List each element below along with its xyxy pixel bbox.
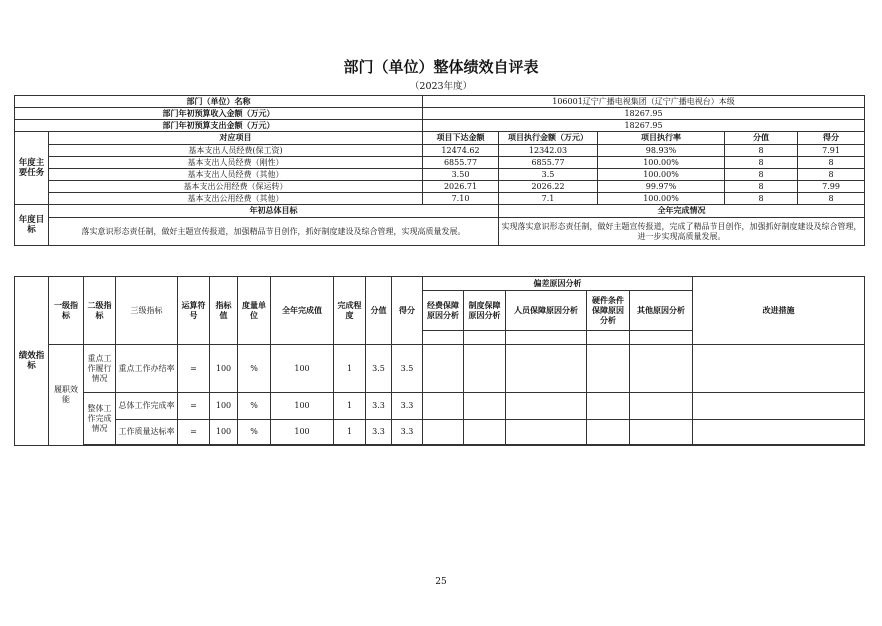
indicator-degree: 1	[334, 393, 366, 420]
indicator-actual: 100	[271, 345, 334, 393]
summary-table	[14, 95, 865, 246]
indicator-score-value: 3.5	[366, 345, 392, 393]
task-score: 8	[798, 169, 865, 181]
task-score: 8	[798, 193, 865, 205]
task-rate: 98.93%	[598, 145, 725, 157]
indicator-degree: 1	[334, 420, 366, 445]
task-row	[15, 145, 865, 157]
tasks-header-executed: 项目执行金额（万元）	[499, 132, 598, 145]
task-score-value: 8	[725, 157, 798, 169]
indicator-level1: 履职效能	[49, 345, 84, 446]
task-rate: 99.97%	[598, 181, 725, 193]
task-name: 基本支出公用经费（其他）	[49, 193, 423, 205]
goals-completion-text: 实现落实意识形态责任制，做好主题宣传报道，完成了精品节目创作，加强抓好制度建设及综合管理，进一步实现高质量发展。	[499, 218, 865, 246]
task-name: 基本支出人员经费（其他）	[49, 169, 423, 181]
header-improvement: 改进措施	[693, 277, 865, 345]
indicator-target: 100	[210, 393, 238, 420]
indicator-level2: 整体工作完成情况	[84, 393, 116, 445]
indicator-score: 3.3	[392, 393, 423, 420]
indicator-unit: %	[238, 393, 271, 420]
indicator-score-value: 3.3	[366, 420, 392, 445]
task-executed: 7.1	[499, 193, 598, 205]
indicator-operator: =	[178, 393, 210, 420]
goals-initial-header: 年初总体目标	[49, 205, 499, 218]
indicator-target: 100	[210, 420, 238, 445]
task-executed: 6855.77	[499, 157, 598, 169]
header-unit: 度量单位	[238, 277, 271, 345]
task-score: 7.91	[798, 145, 865, 157]
budget-income-label: 部门年初预算收入金额（万元）	[15, 108, 423, 120]
header-actual: 全年完成值	[271, 277, 334, 345]
task-score-value: 8	[725, 169, 798, 181]
task-score: 7.99	[798, 181, 865, 193]
task-issued: 7.10	[423, 193, 499, 205]
task-row	[15, 193, 865, 205]
goals-completion-header: 全年完成情况	[499, 205, 865, 218]
task-rate: 100.00%	[598, 157, 725, 169]
page-title: 部门（单位）整体绩效自评表	[343, 58, 539, 76]
header-score-value: 分值	[366, 277, 392, 345]
indicator-level3: 工作质量达标率	[116, 420, 178, 445]
task-issued: 6855.77	[423, 157, 499, 169]
budget-expense-value: 18267.95	[423, 120, 865, 132]
tasks-side-label: 年度主要任务	[15, 132, 49, 205]
task-score: 8	[798, 157, 865, 169]
indicator-score: 3.5	[392, 345, 423, 393]
task-score-value: 8	[725, 193, 798, 205]
header-dev-other: 其他原因分析	[630, 291, 693, 331]
task-score-value: 8	[725, 145, 798, 157]
indicator-target: 100	[210, 345, 238, 393]
task-executed: 2026.22	[499, 181, 598, 193]
header-level2: 二级指标	[84, 277, 116, 345]
header-degree: 完成程度	[334, 277, 366, 345]
indicator-score-value: 3.3	[366, 393, 392, 420]
indicator-row	[15, 393, 865, 420]
indicator-row	[15, 345, 865, 393]
indicators-table	[14, 276, 865, 446]
tasks-header-issued: 项目下达金额	[423, 132, 499, 145]
tasks-header-project: 对应项目	[49, 132, 423, 145]
header-level1: 一级指标	[49, 277, 84, 345]
header-dev-system: 制度保障原因分析	[464, 291, 506, 331]
task-name: 基本支出人员经费(保工资)	[49, 145, 423, 157]
task-name: 基本支出公用经费（保运转）	[49, 181, 423, 193]
task-issued: 2026.71	[423, 181, 499, 193]
indicator-level3: 总体工作完成率	[116, 393, 178, 420]
report-year: （2023年度）	[409, 81, 473, 92]
header-score: 得分	[392, 277, 423, 345]
indicator-actual: 100	[271, 420, 334, 445]
tasks-header-rate: 项目执行率	[598, 132, 725, 145]
header-dev-personnel: 人员保障原因分析	[506, 291, 587, 331]
task-executed: 3.5	[499, 169, 598, 181]
indicator-degree: 1	[334, 345, 366, 393]
indicator-unit: %	[238, 345, 271, 393]
task-row	[15, 169, 865, 181]
goals-side-label: 年度目标	[15, 205, 49, 246]
tasks-header-score-value: 分值	[725, 132, 798, 145]
task-row	[15, 157, 865, 169]
header-dev-hardware: 硬件条件保障原因分析	[587, 291, 630, 331]
indicator-operator: =	[178, 420, 210, 445]
task-executed: 12342.03	[499, 145, 598, 157]
task-issued: 12474.62	[423, 145, 499, 157]
dept-name-label: 部门（单位）名称	[15, 96, 423, 108]
budget-income-value: 18267.95	[423, 108, 865, 120]
indicator-row	[15, 420, 865, 445]
header-target: 指标值	[210, 277, 238, 345]
header-level3: 三级指标	[116, 277, 178, 345]
dept-name-value: 106001辽宁广播电视集团（辽宁广播电视台）本级	[423, 96, 865, 108]
indicator-level2: 重点工作履行情况	[84, 345, 116, 393]
indicator-level3: 重点工作办结率	[116, 345, 178, 393]
goals-initial-text: 落实意识形态责任制，做好主题宣传报道，加强精品节目创作，抓好制度建设及综合管理，实现高质量发展。	[49, 218, 499, 246]
task-row	[15, 181, 865, 193]
header-dev-funding: 经费保障原因分析	[423, 291, 464, 331]
task-issued: 3.50	[423, 169, 499, 181]
indicator-score: 3.3	[392, 420, 423, 445]
budget-expense-label: 部门年初预算支出金额（万元）	[15, 120, 423, 132]
indicator-actual: 100	[271, 393, 334, 420]
header-deviation: 偏差原因分析	[423, 277, 693, 291]
indicator-operator: =	[178, 345, 210, 393]
tasks-header-score: 得分	[798, 132, 865, 145]
indicator-unit: %	[238, 420, 271, 445]
indicators-side-label: 绩效指标	[15, 277, 49, 446]
task-name: 基本支出人员经费（刚性）	[49, 157, 423, 169]
task-rate: 100.00%	[598, 193, 725, 205]
header-operator: 运算符号	[178, 277, 210, 345]
task-score-value: 8	[725, 181, 798, 193]
page-number: 25	[435, 577, 447, 587]
task-rate: 100.00%	[598, 169, 725, 181]
